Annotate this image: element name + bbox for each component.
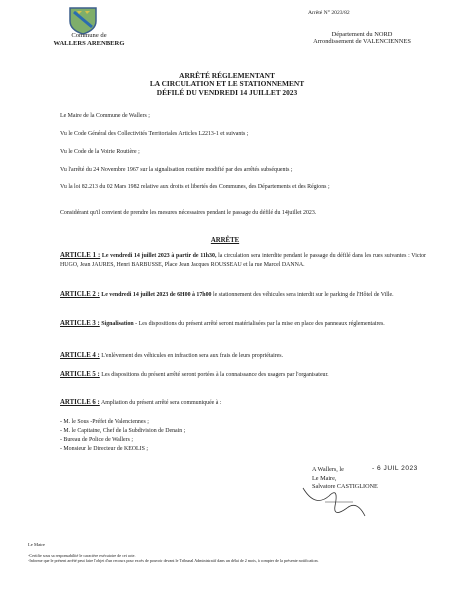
list-item: - Monsieur le Directeur de KEOLIS ;	[60, 446, 149, 452]
article-1	[60, 252, 426, 269]
preamble-line: Vu le Code de la Voirie Routière ;	[60, 149, 140, 155]
article-2	[60, 291, 426, 300]
list-item: - Bureau de Police de Wallers ;	[60, 437, 134, 443]
signature-place: A Wallers, le	[312, 466, 344, 473]
preamble-line: Considérant qu'il convient de prendre les mesures nécessaires pendant le passage du défilé du 14juillet 2023.	[60, 210, 317, 216]
signature-role: Le Maire,	[312, 474, 337, 482]
article-label: ARTICLE 4 :	[60, 352, 100, 359]
preamble-line: Vu la loi 82.213 du 02 Mars 1982 relative aux droits et libertés des Communes, des Départements et des Régions ;	[60, 184, 330, 190]
article-text: la circulation sera interdite pendant le passage du défilé dans les rues suivantes : Victor HUGO, Jean JAURES, Henri BARBUSSE, Place Jean Jacques ROUSSEAU et la rue Marcel DANNA.	[60, 253, 426, 268]
department-block	[292, 31, 432, 46]
footer-label: Le Maire	[28, 542, 45, 547]
list-item: - M. le Sous -Préfet de Valenciennes ;	[60, 419, 149, 425]
department-line1: Département du NORD	[331, 31, 393, 38]
article-5	[60, 371, 426, 380]
commune-line1: Commune de	[71, 32, 107, 39]
article-label: ARTICLE 6 :	[60, 399, 100, 406]
footer-notes	[28, 553, 428, 563]
signature-name: Salvatore CASTIGLIONE	[312, 483, 378, 491]
article-text: L'enlèvement des véhicules en infraction sera aux frais de leurs propriétaires.	[99, 353, 284, 359]
preamble-line: Vu le Code Général des Collectivités Territoriales Articles L2213-1 et suivants ;	[60, 131, 249, 137]
preamble-line: Le Maire de la Commune de Wallers ;	[60, 113, 150, 119]
article-label: ARTICLE 2 :	[60, 291, 100, 298]
title-line3: DÉFILÉ DU VENDREDI 14 JUILLET 2023	[156, 87, 298, 97]
commune-crest-logo	[66, 5, 100, 35]
article-label: ARTICLE 3 :	[60, 320, 100, 327]
title-line2: LA CIRCULATION ET LE STATIONNEMENT	[149, 79, 305, 89]
document-title	[92, 72, 362, 97]
handwritten-signature	[295, 478, 375, 524]
article-4	[60, 352, 426, 361]
article-3	[60, 320, 426, 329]
commune-name	[44, 32, 134, 47]
department-line2: Arrondissement de VALENCIENNES	[313, 38, 411, 46]
article-label: ARTICLE 5 :	[60, 371, 100, 378]
footer-line1: -Certifie sous sa responsabilité le caractère exécutoire de cet acte.	[28, 553, 136, 558]
article-text: Les dispositions du présent arrêté seront portées à la connaissance des usagers par l'organisateur.	[99, 372, 329, 378]
title-line1: ARRÊTÉ RÉGLEMENTANT	[179, 71, 275, 80]
preamble-line: Vu l'arrêté du 24 Novembre 1967 sur la signalisation routière modifié par des arrêtés subséquents ;	[60, 167, 293, 173]
commune-line2: WALLERS ARENBERG	[53, 39, 125, 47]
date-stamp: - 6 JUIL 2023	[372, 465, 418, 472]
article-text: - Les dispositions du présent arrêté seront matérialisées par la mise en place des panneaux réglementaires.	[133, 321, 385, 327]
article-text: le stationnement des véhicules sera interdit sur le parking de l'Hôtel de Ville.	[211, 292, 394, 298]
article-6	[60, 399, 426, 408]
recipient-list	[60, 418, 185, 454]
article-bold: Le vendredi 14 juillet 2023 à partir de 11h30,	[101, 253, 217, 259]
article-bold: Signalisation	[101, 321, 134, 327]
arrete-number: Arrêté N° 2023/82	[308, 10, 350, 16]
footer-line2: -Informe que le présent arrêté peut faire l'objet d'un recours pour excès de pouvoir devant le Tribunal Administratif dans un délai de 2 mois, à compter de la présente notification.	[28, 558, 319, 563]
arrete-heading: ARRÊTE	[210, 237, 240, 244]
article-bold: Le vendredi 14 juillet 2023 de 6H00 à 17h00	[101, 292, 212, 298]
list-item: - M. le Capitaine, Chef de la Subdivision de Denain ;	[60, 428, 186, 434]
article-text: Ampliation du présent arrêté sera communiquée à :	[99, 400, 222, 406]
article-label: ARTICLE 1 :	[60, 252, 101, 259]
